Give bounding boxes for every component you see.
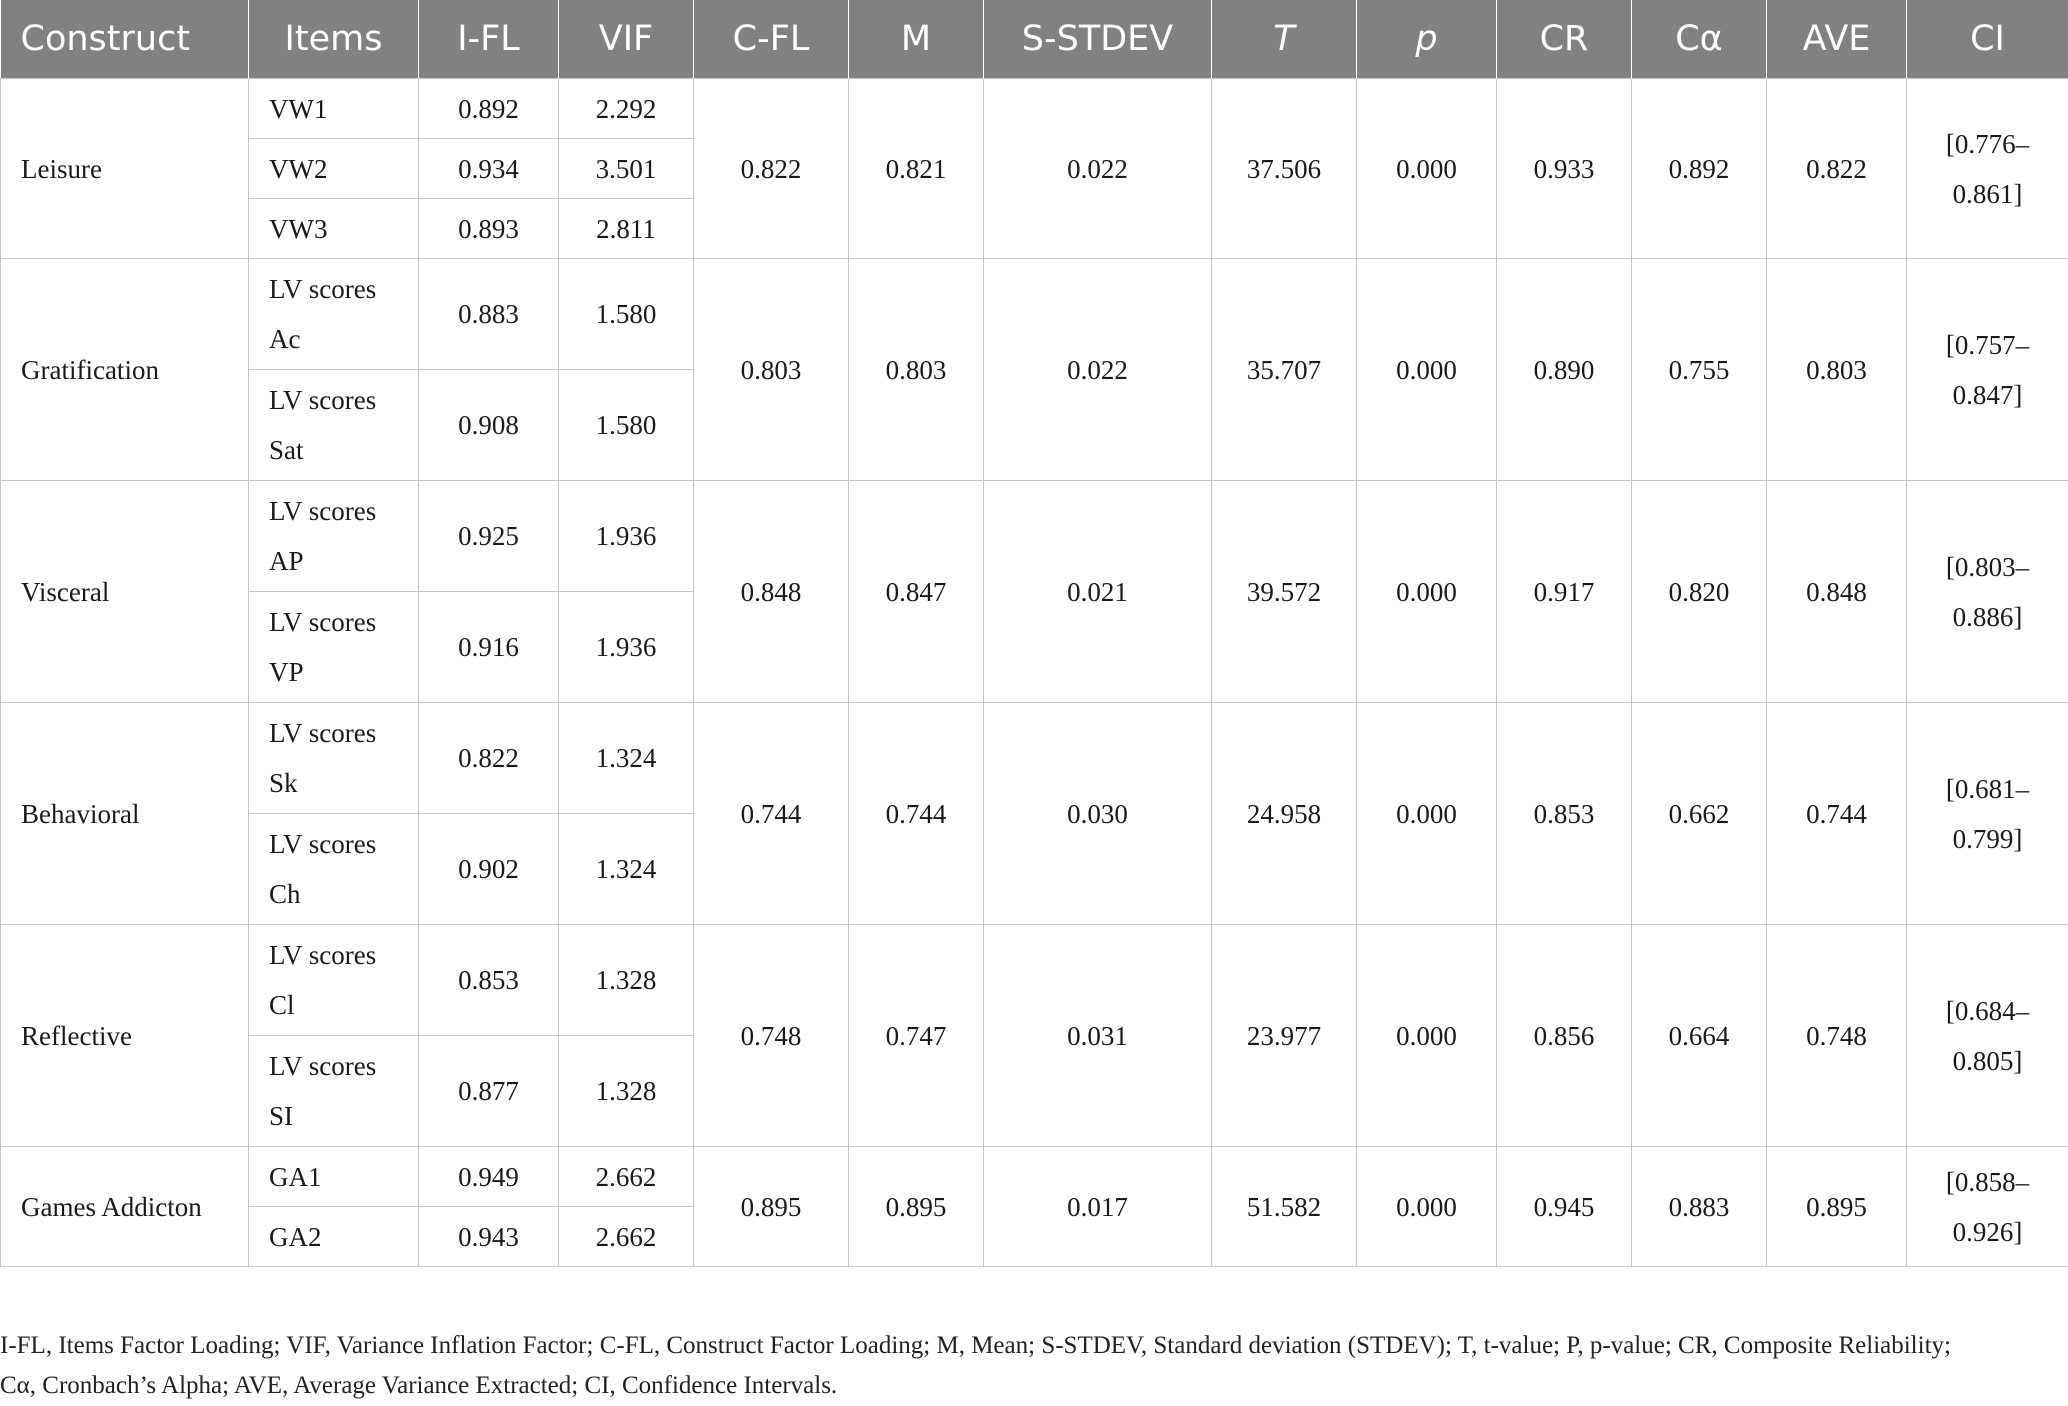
item-cell [249,370,419,481]
cfl-cell: 0.895 [694,1147,849,1267]
ci-cell [1907,481,2068,703]
item-label: LV scores [269,940,376,970]
ci-line: 0.805] [1953,1046,2023,1076]
cfl-cell: 0.848 [694,481,849,703]
sstdev-cell: 0.030 [984,703,1212,925]
item-cell [249,925,419,1036]
vif-cell: 1.328 [559,925,694,1036]
table-row [1,703,2068,814]
ci-line: [0.803– [1946,552,2029,582]
vif-cell: 2.662 [559,1207,694,1267]
item-label: VW3 [269,214,327,244]
t-value-cell: 51.582 [1212,1147,1357,1267]
ifl-cell: 0.892 [419,79,559,139]
item-cell [249,1207,419,1267]
vif-cell: 1.328 [559,1036,694,1147]
t-value-cell: 35.707 [1212,259,1357,481]
t-value-cell: 39.572 [1212,481,1357,703]
item-label: LV scores [269,496,376,526]
mean-cell: 0.847 [849,481,984,703]
sstdev-cell: 0.017 [984,1147,1212,1267]
construct-cell: Games Addicton [1,1147,249,1267]
header-t: T [1212,0,1357,79]
vif-cell: 1.580 [559,370,694,481]
footnote-line: I-FL, Items Factor Loading; VIF, Variance Inflation Factor; C-FL, Construct Factor Loading; M, Mean; S-STDEV, Standard deviation (STDEV); T, t-value; P, p-value; CR, Composite Reliability; [0,1332,1951,1359]
ci-line: 0.926] [1953,1217,2023,1247]
header-construct: Construct [1,0,249,79]
item-label: GA1 [269,1162,322,1192]
t-value-cell: 24.958 [1212,703,1357,925]
ci-line: [0.776– [1946,129,2029,159]
footnote-line: Cα, Cronbach’s Alpha; AVE, Average Variance Extracted; CI, Confidence Intervals. [0,1372,837,1399]
item-label: Sk [269,768,298,798]
table-row [1,481,2068,592]
ci-line: 0.847] [1953,380,2023,410]
header-ca: Cα [1632,0,1767,79]
header-ave: AVE [1767,0,1907,79]
cr-cell: 0.856 [1497,925,1632,1147]
cr-cell: 0.853 [1497,703,1632,925]
sstdev-cell: 0.021 [984,481,1212,703]
alpha-cell: 0.664 [1632,925,1767,1147]
cr-cell: 0.945 [1497,1147,1632,1267]
cr-cell: 0.933 [1497,79,1632,259]
ci-line: 0.799] [1953,824,2023,854]
p-value-cell: 0.000 [1357,1147,1497,1267]
ci-line: [0.757– [1946,330,2029,360]
p-value-cell: 0.000 [1357,79,1497,259]
header-items: Items [249,0,419,79]
cr-cell: 0.917 [1497,481,1632,703]
item-label: Ch [269,879,301,909]
header-row [1,0,2068,79]
item-label: SI [269,1101,293,1131]
header-m: M [849,0,984,79]
item-label: VW2 [269,154,327,184]
header-vif: VIF [559,0,694,79]
ave-cell: 0.822 [1767,79,1907,259]
alpha-cell: 0.892 [1632,79,1767,259]
mean-cell: 0.821 [849,79,984,259]
item-label: AP [269,546,304,576]
sstdev-cell: 0.031 [984,925,1212,1147]
construct-cell: Behavioral [1,703,249,925]
ave-cell: 0.803 [1767,259,1907,481]
ifl-cell: 0.877 [419,1036,559,1147]
cfl-cell: 0.744 [694,703,849,925]
item-label: LV scores [269,718,376,748]
p-value-cell: 0.000 [1357,703,1497,925]
construct-cell: Reflective [1,925,249,1147]
ave-cell: 0.895 [1767,1147,1907,1267]
vif-cell: 1.580 [559,259,694,370]
item-cell [249,703,419,814]
alpha-cell: 0.883 [1632,1147,1767,1267]
alpha-cell: 0.755 [1632,259,1767,481]
item-label: VP [269,657,304,687]
cfl-cell: 0.803 [694,259,849,481]
sstdev-cell: 0.022 [984,79,1212,259]
item-cell [249,79,419,139]
ifl-cell: 0.822 [419,703,559,814]
item-cell [249,1147,419,1207]
ifl-cell: 0.883 [419,259,559,370]
ci-line: 0.861] [1953,179,2023,209]
item-cell [249,139,419,199]
vif-cell: 1.324 [559,814,694,925]
item-cell [249,1036,419,1147]
item-cell [249,814,419,925]
ifl-cell: 0.908 [419,370,559,481]
item-cell [249,592,419,703]
ci-cell [1907,259,2068,481]
mean-cell: 0.803 [849,259,984,481]
mean-cell: 0.895 [849,1147,984,1267]
table-row [1,1147,2068,1207]
table-body [1,79,2068,1267]
mean-cell: 0.747 [849,925,984,1147]
ci-cell [1907,1147,2068,1267]
header-p: p [1357,0,1497,79]
cfl-cell: 0.822 [694,79,849,259]
ci-cell [1907,79,2068,259]
table-row [1,259,2068,370]
ifl-cell: 0.916 [419,592,559,703]
item-cell [249,259,419,370]
construct-cell: Leisure [1,79,249,259]
item-label: LV scores [269,385,376,415]
vif-cell: 2.292 [559,79,694,139]
ave-cell: 0.748 [1767,925,1907,1147]
alpha-cell: 0.820 [1632,481,1767,703]
table-footnote [0,1286,2068,1406]
table-row [1,79,2068,139]
vif-cell: 1.324 [559,703,694,814]
t-value-cell: 37.506 [1212,79,1357,259]
ci-cell [1907,925,2068,1147]
item-label: Ac [269,324,300,354]
header-cfl: C-FL [694,0,849,79]
t-value-cell: 23.977 [1212,925,1357,1147]
item-label: VW1 [269,94,327,124]
ifl-cell: 0.925 [419,481,559,592]
ave-cell: 0.744 [1767,703,1907,925]
ifl-cell: 0.902 [419,814,559,925]
mean-cell: 0.744 [849,703,984,925]
sstdev-cell: 0.022 [984,259,1212,481]
ci-line: [0.858– [1946,1167,2029,1197]
item-cell [249,199,419,259]
alpha-cell: 0.662 [1632,703,1767,925]
vif-cell: 3.501 [559,139,694,199]
ci-cell [1907,703,2068,925]
cfl-cell: 0.748 [694,925,849,1147]
construct-cell: Gratification [1,259,249,481]
ifl-cell: 0.934 [419,139,559,199]
item-label: LV scores [269,274,376,304]
item-label: LV scores [269,1051,376,1081]
ci-line: [0.681– [1946,774,2029,804]
vif-cell: 1.936 [559,481,694,592]
ifl-cell: 0.949 [419,1147,559,1207]
item-label: GA2 [269,1222,322,1252]
p-value-cell: 0.000 [1357,481,1497,703]
ci-line: [0.684– [1946,996,2029,1026]
vif-cell: 2.811 [559,199,694,259]
header-ci: CI [1907,0,2068,79]
vif-cell: 1.936 [559,592,694,703]
ave-cell: 0.848 [1767,481,1907,703]
ifl-cell: 0.853 [419,925,559,1036]
item-label: LV scores [269,829,376,859]
cr-cell: 0.890 [1497,259,1632,481]
header-sstdev: S-STDEV [984,0,1212,79]
ifl-cell: 0.893 [419,199,559,259]
item-label: LV scores [269,607,376,637]
item-label: Cl [269,990,295,1020]
header-cr: CR [1497,0,1632,79]
construct-cell: Visceral [1,481,249,703]
vif-cell: 2.662 [559,1147,694,1207]
p-value-cell: 0.000 [1357,925,1497,1147]
item-label: Sat [269,435,304,465]
ifl-cell: 0.943 [419,1207,559,1267]
item-cell [249,481,419,592]
table-row [1,925,2068,1036]
ci-line: 0.886] [1953,602,2023,632]
p-value-cell: 0.000 [1357,259,1497,481]
header-ifl: I-FL [419,0,559,79]
